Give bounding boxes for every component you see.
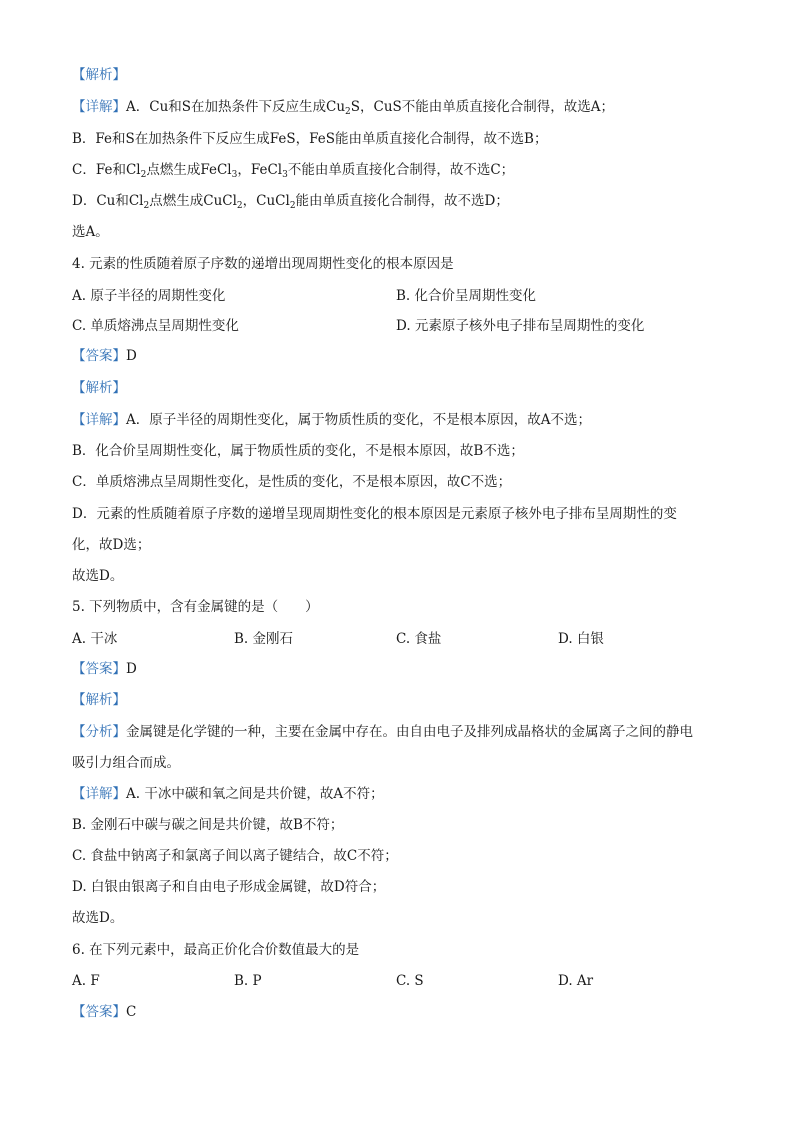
q3-analysis-a-text: A．Cu和S在加热条件下反应生成Cu xyxy=(126,99,346,115)
q6-stem: 6. 在下列元素中，最高正价化合价数值最大的是 xyxy=(72,942,360,958)
q4-option-d: D. 元素原子核外电子排布呈周期性的变化 xyxy=(396,318,645,334)
q5-analysis-b: B. 金刚石中碳与碳之间是共价键，故B不符； xyxy=(72,817,344,833)
fenxi-tag: 【分析】 xyxy=(72,724,126,740)
analysis-heading: 【解析】 xyxy=(72,380,126,396)
detail-tag: 【详解】 xyxy=(72,99,126,115)
q5-answer xyxy=(72,659,137,679)
q3-c-part1: C．Fe和Cl xyxy=(72,162,141,178)
q3-c-part3: ，FeCl xyxy=(237,162,283,178)
q3-c-part4: 不能由单质直接化合制得，故不选C； xyxy=(287,162,515,178)
q6-answer-value: C xyxy=(126,1004,137,1020)
q4-analysis-b: B．化合价呈周期性变化，属于物质性质的变化，不是根本原因，故B不选； xyxy=(72,443,524,459)
q4-analysis-c: C．单质熔沸点呈周期性变化，是性质的变化，不是根本原因，故C不选； xyxy=(72,474,512,490)
q3-analysis-c xyxy=(72,160,514,180)
q3-analysis-d xyxy=(72,191,509,211)
q6-option-c: C. S xyxy=(396,973,424,989)
analysis-heading: 【解析】 xyxy=(72,67,126,83)
q5-option-b: B. 金刚石 xyxy=(234,631,294,647)
analysis-heading: 【解析】 xyxy=(72,692,126,708)
subscript: 2 xyxy=(140,170,147,180)
subscript: 2 xyxy=(345,107,351,117)
q6-option-d: D. Ar xyxy=(558,973,594,989)
q4-analysis-a-text: A．原子半径的周期性变化，属于物质性质的变化，不是根本原因，故A不选； xyxy=(126,412,591,428)
q5-option-c: C. 食盐 xyxy=(396,631,442,647)
q3-d-part2: 点燃生成CuCl xyxy=(149,193,237,209)
q5-fenxi-text: 金属键是化学键的一种，主要在金属中存在。由自由电子及排列成晶格状的金属离子之间的静电 xyxy=(126,724,693,740)
q5-option-a: A. 干冰 xyxy=(72,631,118,647)
q4-option-b: B. 化合价呈周期性变化 xyxy=(396,288,537,304)
q3-conclusion: 选A。 xyxy=(72,224,109,240)
q3-analysis-a xyxy=(72,97,614,117)
q4-answer-value: D xyxy=(126,348,137,364)
q4-option-a: A. 原子半径的周期性变化 xyxy=(72,288,226,304)
q5-analysis-a xyxy=(72,784,384,804)
answer-tag: 【答案】 xyxy=(72,348,126,364)
q3-analysis-a-tail: S，CuS不能由单质直接化合制得，故选A； xyxy=(350,99,615,115)
q6-answer xyxy=(72,1002,136,1022)
q3-c-part2: 点燃生成FeCl xyxy=(146,162,232,178)
q5-conclusion: 故选D。 xyxy=(72,910,124,926)
q5-fenxi-cont: 吸引力组合而成。 xyxy=(72,755,180,771)
q5-answer-value: D xyxy=(126,661,137,677)
subscript: 3 xyxy=(282,170,288,180)
subscript: 3 xyxy=(231,170,238,180)
q3-analysis-b: B．Fe和S在加热条件下反应生成FeS，FeS能由单质直接化合制得，故不选B； xyxy=(72,131,548,147)
q3-d-part3: ，CuCl xyxy=(242,193,290,209)
q4-stem: 4. 元素的性质随着原子序数的递增出现周期性变化的根本原因是 xyxy=(72,256,454,272)
q3-d-part4: 能由单质直接化合制得，故不选D； xyxy=(295,193,509,209)
q5-fenxi xyxy=(72,722,693,742)
q4-analysis-a xyxy=(72,410,591,430)
q3-d-part1: D．Cu和Cl xyxy=(72,193,144,209)
q4-analysis-d-cont: 化，故D选； xyxy=(72,537,151,553)
q6-option-b: B. P xyxy=(234,973,262,989)
detail-tag: 【详解】 xyxy=(72,786,126,802)
detail-tag: 【详解】 xyxy=(72,412,126,428)
subscript: 2 xyxy=(236,201,243,211)
answer-tag: 【答案】 xyxy=(72,661,126,677)
q6-option-a: A. F xyxy=(72,973,100,989)
q5-analysis-d: D. 白银由银离子和自由电子形成金属键，故D符合； xyxy=(72,879,386,895)
q4-answer xyxy=(72,346,137,366)
q4-analysis-d: D．元素的性质随着原子序数的递增呈现周期性变化的根本原因是元素原子核外电子排布呈周期性的变 xyxy=(72,506,677,522)
q5-option-d: D. 白银 xyxy=(558,631,604,647)
q4-option-c: C. 单质熔沸点呈周期性变化 xyxy=(72,318,239,334)
subscript: 2 xyxy=(143,201,150,211)
q5-stem: 5. 下列物质中，含有金属键的是（ ） xyxy=(72,599,319,615)
q5-analysis-c: C. 食盐中钠离子和氯离子间以离子键结合，故C不符； xyxy=(72,848,398,864)
q4-conclusion: 故选D。 xyxy=(72,568,124,584)
subscript: 2 xyxy=(289,201,296,211)
answer-tag: 【答案】 xyxy=(72,1004,126,1020)
q5-analysis-a-text: A. 干冰中碳和氧之间是共价键，故A不符； xyxy=(126,786,384,802)
